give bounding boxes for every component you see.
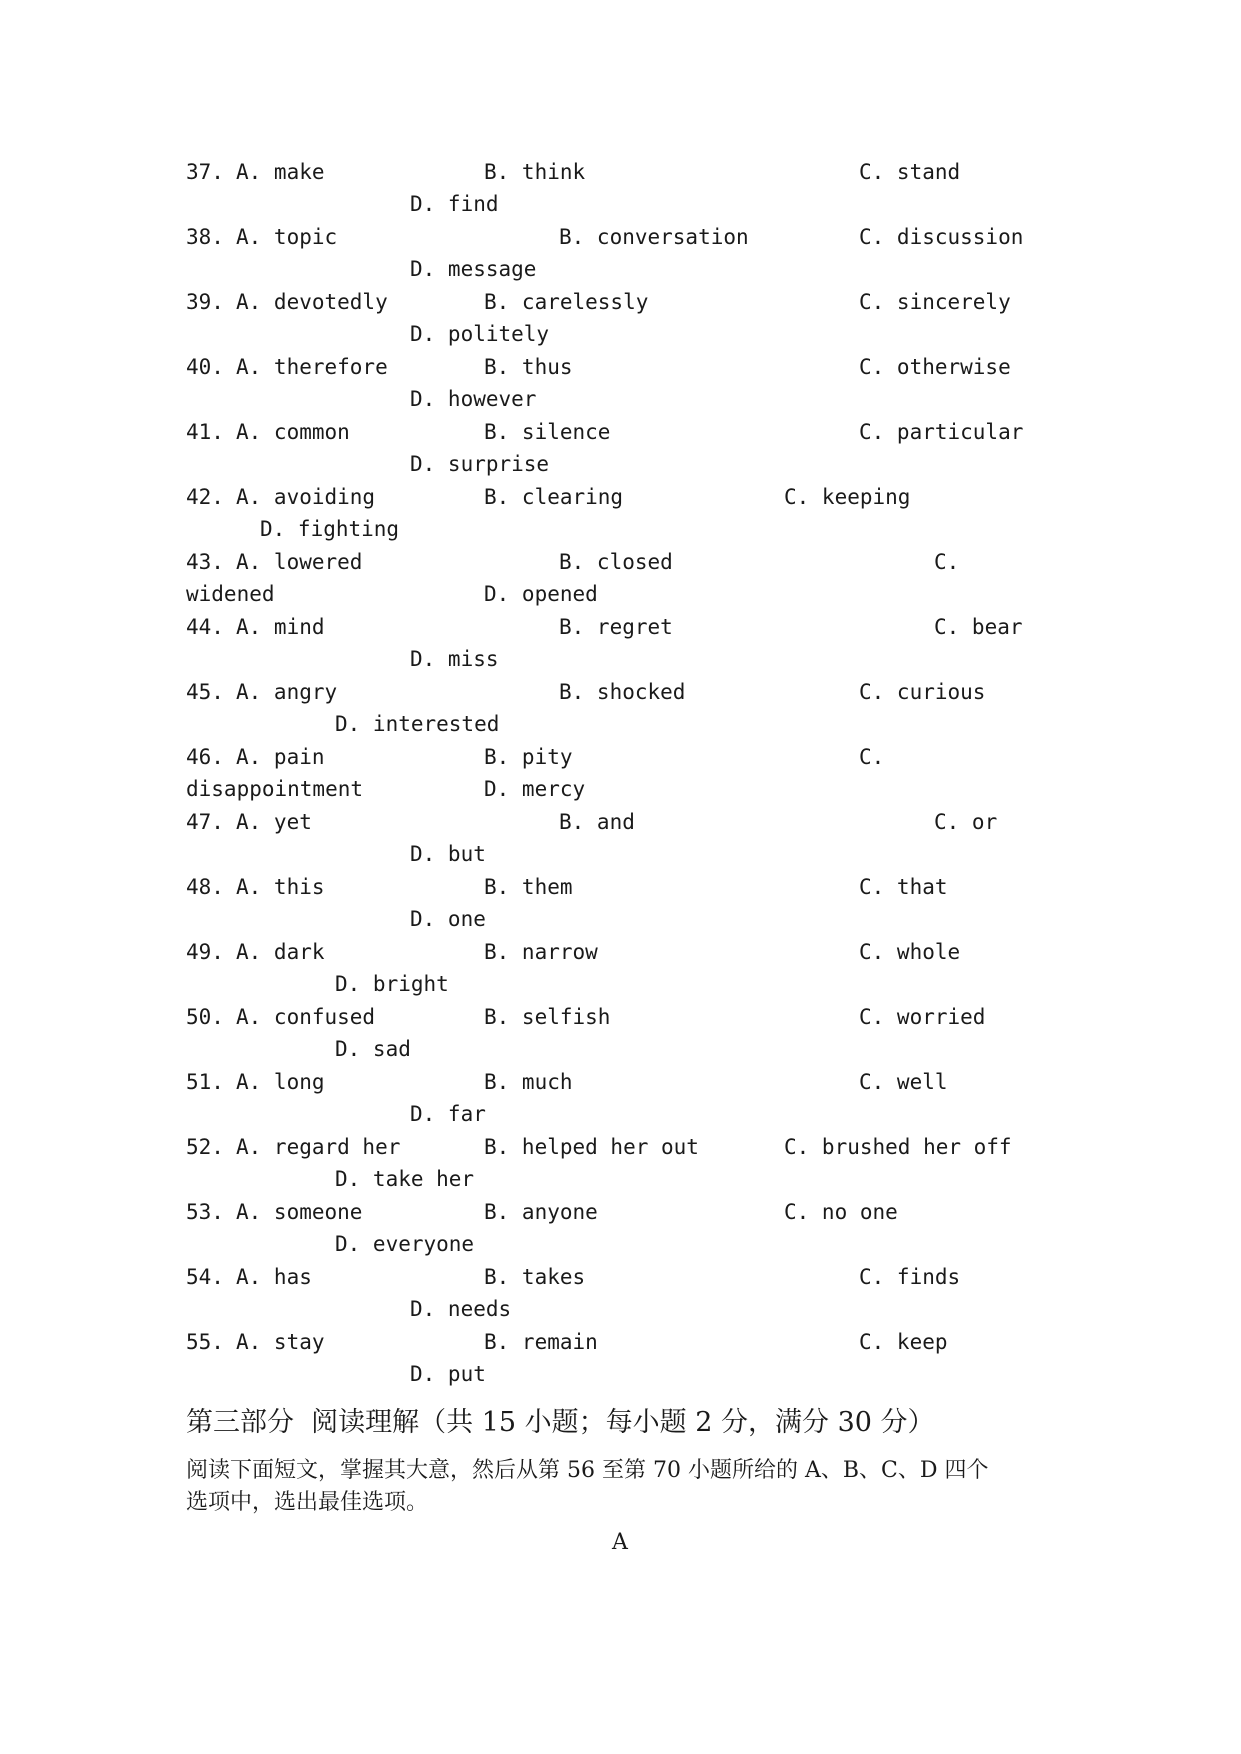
option-d: D. sad [335,1037,411,1061]
instruction-line: 选项中，选出最佳选项。 [186,1490,429,1515]
question-number: 55. [186,1330,224,1354]
option-d: D. surprise [410,452,550,476]
option-b: B. thus [484,355,573,379]
option-a: A. long [236,1070,325,1094]
option-a: A. stay [236,1330,325,1354]
option-a: A. yet [236,810,312,834]
option-d: D. everyone [335,1232,475,1256]
option-d: D. opened [484,582,598,606]
question-number: 54. [186,1265,224,1289]
option-c: C. whole [859,940,961,964]
option-d: D. mercy [484,777,586,801]
option-a: A. therefore [236,355,388,379]
passage-label: A [612,1530,628,1555]
option-a: A. make [236,160,325,184]
option-b: B. think [484,160,586,184]
option-a: A. this [236,875,325,899]
option-b: B. carelessly [484,290,649,314]
option-c: C. or [934,810,998,834]
option-a: A. someone [236,1200,363,1224]
option-a: A. regard her [236,1135,401,1159]
option-d: D. fighting [260,517,400,541]
option-b: B. helped her out [484,1135,699,1159]
option-b: B. selfish [484,1005,611,1029]
option-c: C. keep [859,1330,948,1354]
question-number: 51. [186,1070,224,1094]
option-c: C. otherwise [859,355,1011,379]
option-b: B. remain [484,1330,598,1354]
option-b: B. clearing [484,485,624,509]
question-number: 42. [186,485,224,509]
option-a: A. confused [236,1005,376,1029]
question-number: 45. [186,680,224,704]
option-c: C. sincerely [859,290,1011,314]
option-a: A. mind [236,615,325,639]
option-d: D. miss [410,647,499,671]
option-a: A. avoiding [236,485,376,509]
option-b: B. silence [484,420,611,444]
option-b: B. takes [484,1265,586,1289]
option-a: A. pain [236,745,325,769]
option-d: D. one [410,907,486,931]
option-c: C. [934,550,960,574]
option-c: C. worried [859,1005,986,1029]
option-d: D. take her [335,1167,475,1191]
option-a: A. dark [236,940,325,964]
option-c: C. no one [784,1200,898,1224]
option-a: A. topic [236,225,338,249]
option-c: C. bear [934,615,1023,639]
question-number: 38. [186,225,224,249]
option-c: C. discussion [859,225,1024,249]
question-number: 39. [186,290,224,314]
option-c-text: widened [186,582,275,606]
question-number: 53. [186,1200,224,1224]
option-b: B. closed [559,550,673,574]
option-c: C. that [859,875,948,899]
option-c-text: disappointment [186,777,364,801]
option-d: D. interested [335,712,500,736]
question-number: 40. [186,355,224,379]
option-d: D. however [410,387,537,411]
option-c: C. keeping [784,485,911,509]
option-b: B. regret [559,615,673,639]
option-d: D. politely [410,322,550,346]
option-a: A. lowered [236,550,363,574]
option-c: C. particular [859,420,1024,444]
section-title: 第三部分 阅读理解（共 15 小题；每小题 2 分，满分 30 分） [186,1407,935,1438]
option-d: D. message [410,257,537,281]
option-c: C. [859,745,885,769]
option-d: D. bright [335,972,449,996]
option-a: A. common [236,420,350,444]
instruction-line: 阅读下面短文，掌握其大意，然后从第 56 至第 70 小题所给的 A、B、C、D 四个 [186,1458,989,1483]
option-a: A. devotedly [236,290,388,314]
question-number: 46. [186,745,224,769]
question-number: 47. [186,810,224,834]
option-b: B. conversation [559,225,749,249]
option-d: D. far [410,1102,486,1126]
question-number: 37. [186,160,224,184]
option-b: B. shocked [559,680,686,704]
option-a: A. has [236,1265,312,1289]
option-b: B. them [484,875,573,899]
option-b: B. and [559,810,635,834]
option-c: C. brushed her off [784,1135,1012,1159]
option-c: C. curious [859,680,986,704]
question-number: 48. [186,875,224,899]
option-d: D. but [410,842,486,866]
option-b: B. pity [484,745,573,769]
option-c: C. stand [859,160,961,184]
question-number: 50. [186,1005,224,1029]
option-d: D. needs [410,1297,512,1321]
question-number: 44. [186,615,224,639]
question-number: 49. [186,940,224,964]
question-number: 52. [186,1135,224,1159]
question-number: 43. [186,550,224,574]
option-b: B. much [484,1070,573,1094]
option-b: B. narrow [484,940,598,964]
option-d: D. put [410,1362,486,1386]
option-c: C. finds [859,1265,961,1289]
option-b: B. anyone [484,1200,598,1224]
option-d: D. find [410,192,499,216]
option-a: A. angry [236,680,338,704]
question-number: 41. [186,420,224,444]
option-c: C. well [859,1070,948,1094]
